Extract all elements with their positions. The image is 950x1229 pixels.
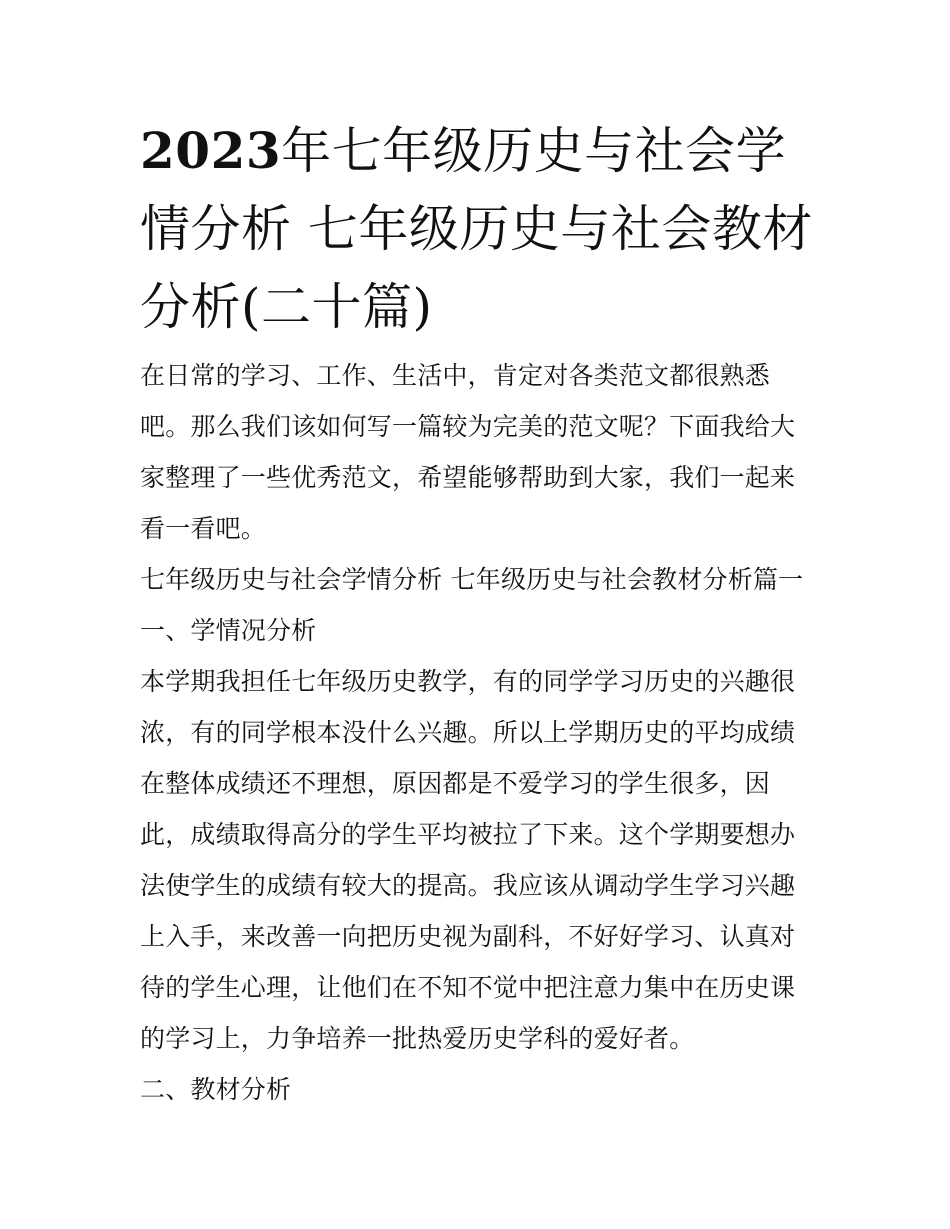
title-text: 年七年级历史与社会学情分析 七年级历史与社会教材分析(二十篇) <box>140 122 813 336</box>
subheading-textbook-analysis: 二、教材分析 <box>140 1075 292 1104</box>
document-page <box>140 112 816 1115</box>
subheading-student-analysis: 一、学情况分析 <box>140 616 317 645</box>
section-heading: 七年级历史与社会学情分析 七年级历史与社会教材分析篇一 <box>140 565 804 594</box>
intro-paragraph: 在日常的学习、工作、生活中，肯定对各类范文都很熟悉吧。那么我们该如何写一篇较为完美的范文呢？下面我给大家整理了一些优秀范文，希望能够帮助到大家，我们一起来看一看吧。 <box>140 361 796 543</box>
student-analysis-paragraph: 本学期我担任七年级历史教学，有的同学学习历史的兴趣很浓，有的同学根本没什么兴趣。所以上学期历史的平均成绩在整体成绩还不理想，原因都是不爱学习的学生很多，因此，成绩取得高分的学生平均被拉了下来。这个学期要想办法使学生的成绩有较大的提高。我应该从调动学生学习兴趣上入手，来改善一向把历史视为副科，不好好学习、认真对待的学生心理，让他们在不知不觉中把注意力集中在历史课的学习上，力争培养一批热爱历史学科的爱好者。 <box>140 667 796 1053</box>
title-year: 2023 <box>140 121 282 180</box>
document-body <box>140 350 816 1115</box>
document-title <box>140 112 816 346</box>
